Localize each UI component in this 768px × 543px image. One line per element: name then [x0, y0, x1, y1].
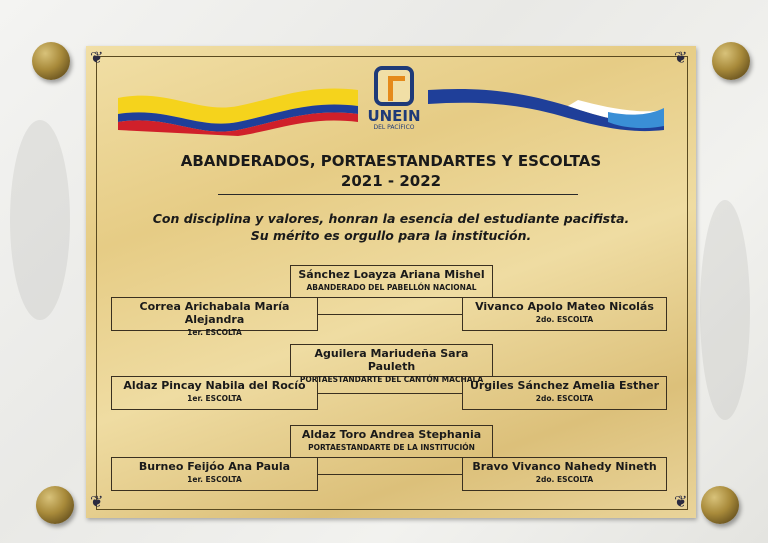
escort-role: 1er. ESCOLTA — [187, 475, 242, 484]
escort-name: Urgiles Sánchez Amelia Esther — [469, 379, 660, 392]
escort-name: Correa Arichabala María Alejandra — [139, 300, 290, 326]
escort-role: 1er. ESCOLTA — [187, 394, 242, 403]
leader-role: PORTAESTANDARTE DE LA INSTITUCIÓN — [308, 443, 475, 452]
institution-logo — [364, 66, 424, 131]
screw-bottom-left — [36, 486, 74, 524]
escort-box-left — [111, 457, 318, 491]
corner-ornament-icon: ❦ — [674, 492, 688, 511]
escort-role: 2do. ESCOLTA — [535, 475, 594, 484]
corner-ornament-icon: ❦ — [674, 48, 688, 67]
screw-top-left — [32, 42, 70, 80]
leader-box — [290, 265, 493, 298]
escort-box-left — [111, 297, 318, 337]
corner-ornament-icon: ❦ — [90, 48, 104, 67]
marble-vein — [700, 200, 750, 420]
flag-ribbon-left — [118, 84, 358, 136]
leader-box — [290, 344, 493, 384]
logo-mark-icon — [374, 66, 414, 106]
plaque-year: 2021 - 2022 — [340, 172, 442, 190]
escort-role: 1er. ESCOLTA — [187, 328, 242, 337]
escort-box-right — [462, 457, 667, 491]
screw-bottom-right — [701, 486, 739, 524]
escort-name: Bravo Vivanco Nahedy Nineth — [472, 460, 657, 473]
escort-box-right — [462, 376, 667, 410]
marble-vein — [10, 120, 70, 320]
motto-line-1: Con disciplina y valores, honran la esencia del estudiante pacifista. — [152, 211, 630, 226]
leader-name: Sánchez Loayza Ariana Mishel — [298, 268, 485, 281]
connector-line — [318, 474, 462, 475]
plaque-title: ABANDERADOS, PORTAESTANDARTES Y ESCOLTAS — [180, 152, 602, 170]
flag-ribbon-right — [428, 86, 664, 134]
leader-name: Aguilera Mariudeña Sara Pauleth — [314, 347, 469, 373]
escort-box-right — [462, 297, 667, 331]
logo-subtitle: DEL PACÍFICO — [373, 124, 415, 131]
motto-line-2: Su mérito es orgullo para la institución. — [250, 228, 532, 243]
escort-role: 2do. ESCOLTA — [535, 394, 594, 403]
leader-name: Aldaz Toro Andrea Stephania — [301, 428, 482, 441]
leader-box — [290, 425, 493, 458]
corner-ornament-icon: ❦ — [90, 492, 104, 511]
escort-name: Vivanco Apolo Mateo Nicolás — [475, 300, 654, 313]
escort-name: Aldaz Pincay Nabila del Rocío — [123, 379, 306, 392]
screw-top-right — [712, 42, 750, 80]
leader-role: PORTAESTANDARTE DEL CANTÓN MACHALA — [299, 375, 484, 384]
connector-line — [318, 314, 462, 315]
leader-role: ABANDERADO DEL PABELLÓN NACIONAL — [306, 283, 477, 292]
escort-name: Burneo Feijóo Ana Paula — [138, 460, 291, 473]
connector-line — [318, 393, 462, 394]
logo-name: UNEIN — [367, 107, 421, 125]
escort-role: 2do. ESCOLTA — [535, 315, 594, 324]
escort-box-left — [111, 376, 318, 410]
title-divider — [218, 194, 578, 195]
